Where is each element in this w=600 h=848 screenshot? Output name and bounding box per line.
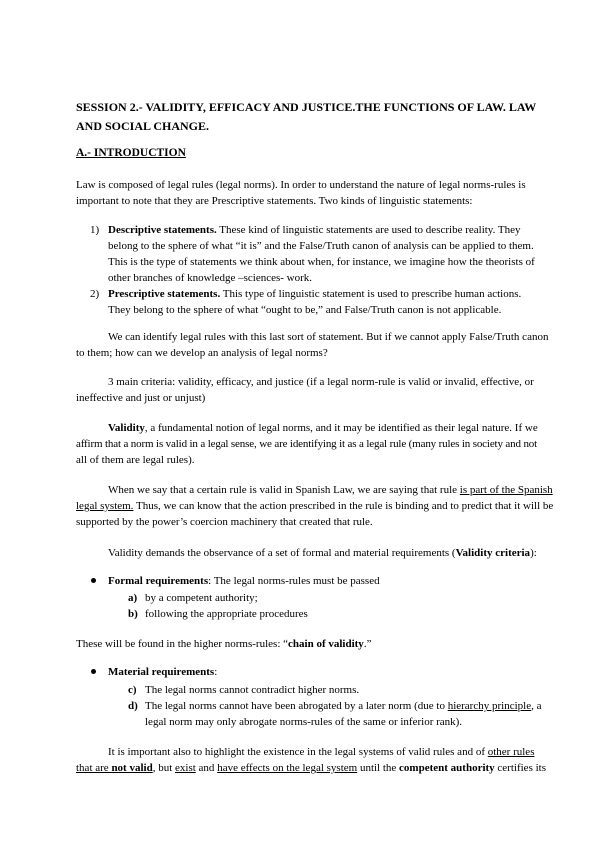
para3-line-2: ineffective and just or unjust) bbox=[76, 392, 206, 404]
formal-text: : The legal norms-rules must be passed bbox=[208, 575, 380, 587]
formal-sub-a-label: a) bbox=[128, 592, 138, 604]
para6-line bbox=[108, 545, 537, 561]
para5-line-3: supported by the power’s coercion machinery that created that rule. bbox=[76, 516, 373, 528]
last-text-b: , but bbox=[152, 762, 176, 774]
last-underline-b: that are bbox=[76, 762, 112, 774]
material-sub-d-line-1 bbox=[145, 698, 541, 714]
material-sub-d-label: d) bbox=[128, 700, 138, 712]
para5-line-1 bbox=[108, 482, 553, 498]
formal-sub-b-text: following the appropriate procedures bbox=[145, 608, 308, 620]
list-item-2-line-2: They belong to the sphere of what “ought to be,” and False/Truth canon is not applicable. bbox=[108, 304, 502, 316]
chain-of-validity-line bbox=[76, 636, 371, 652]
list-item-1-line-1 bbox=[108, 222, 521, 238]
document-title: SESSION 2.- VALIDITY, EFFICACY AND JUSTICE.THE FUNCTIONS OF LAW. LAW AND SOCIAL CHANGE. bbox=[76, 100, 537, 133]
list-item-1-line-4: other branches of knowledge –sciences- work. bbox=[108, 272, 313, 284]
para5-underline-b: legal system. bbox=[76, 500, 134, 512]
validity-criteria-term: Validity criteria bbox=[455, 547, 531, 559]
exist-term: exist bbox=[175, 762, 196, 774]
hierarchy-principle: hierarchy principle bbox=[447, 700, 532, 712]
para2-line-1: We can identify legal rules with this last sort of statement. But if we cannot apply False/Truth canon bbox=[108, 331, 549, 343]
material-sub-c-text: The legal norms cannot contradict higher norms. bbox=[145, 684, 360, 696]
para5-text-b: Thus, we can know that the action prescribed in the rule is binding and to predict that it will be bbox=[133, 500, 554, 512]
para4-line-3: all of them are legal rules). bbox=[76, 454, 195, 466]
para4-line-1 bbox=[108, 420, 538, 436]
term-prescriptive: Prescriptive statements. bbox=[108, 288, 221, 300]
term-descriptive: Descriptive statements. bbox=[108, 224, 217, 236]
formal-term: Formal requirements bbox=[108, 575, 209, 587]
chain-text-a: These will be found in the higher norms-rules: “ bbox=[76, 638, 289, 650]
last-para-line-2 bbox=[76, 760, 546, 776]
effects-term: have effects on the legal system bbox=[217, 762, 358, 774]
material-sub-c-label: c) bbox=[128, 684, 137, 696]
para2-line-2: to them; how can we develop an analysis of legal norms? bbox=[76, 347, 328, 359]
chain-text-c: .” bbox=[363, 638, 372, 650]
material-requirements-line bbox=[108, 664, 217, 680]
list-number-1: 1) bbox=[90, 224, 100, 236]
bullet-formal bbox=[91, 578, 96, 583]
intro-line-1: Law is composed of legal rules (legal norms). In order to understand the nature of legal norms-rules is bbox=[76, 179, 526, 191]
material-d-text-a: The legal norms cannot have been abrogated by a later norm (due to bbox=[145, 700, 448, 712]
last-text-e: certifies its bbox=[494, 762, 546, 774]
list-item-1-text: These kind of linguistic statements are used to describe reality. They bbox=[216, 224, 521, 236]
list-item-2-line-1 bbox=[108, 286, 521, 302]
material-term: Material requirements bbox=[108, 666, 215, 678]
list-item-1-line-2: belong to the sphere of what “it is” and the False/Truth canon of analysis can be applied to them. bbox=[108, 240, 534, 252]
last-underline-a: other rules bbox=[487, 746, 535, 758]
list-item-1-line-3: This is the type of statements we think about when, for instance, we imagine how the theorists of bbox=[108, 256, 535, 268]
para6-text-c: ): bbox=[530, 547, 537, 559]
para4-line-2: affirm that a norm is valid in a legal sense, we are identifying it as a legal rule (many rules in society and not bbox=[76, 438, 538, 450]
list-item-2-text: This type of linguistic statement is used to prescribe human actions. bbox=[220, 288, 522, 300]
competent-authority-term: competent authority bbox=[399, 762, 495, 774]
last-text-c: and bbox=[195, 762, 218, 774]
material-text: : bbox=[214, 666, 218, 678]
term-validity: Validity bbox=[108, 422, 145, 434]
para5-text-a: When we say that a certain rule is valid in Spanish Law, we are saying that rule bbox=[108, 484, 460, 496]
last-text-a: It is important also to highlight the existence in the legal systems of valid rules and of bbox=[108, 746, 488, 758]
section-heading: A.- INTRODUCTION bbox=[76, 147, 186, 159]
bullet-material bbox=[91, 669, 96, 674]
material-d-text-b: , a bbox=[531, 700, 542, 712]
para6-text-a: Validity demands the observance of a set of formal and material requirements ( bbox=[108, 547, 456, 559]
material-sub-d-line-2: legal norm may only abrogate norms-rules of the same or inferior rank). bbox=[145, 716, 463, 728]
intro-line-2: important to note that they are Prescriptive statements. Two kinds of linguistic statements: bbox=[76, 195, 473, 207]
formal-sub-b-label: b) bbox=[128, 608, 138, 620]
last-text-d: until the bbox=[357, 762, 400, 774]
not-valid-term: not valid bbox=[111, 762, 153, 774]
chain-term: chain of validity bbox=[288, 638, 364, 650]
para4-text: , a fundamental notion of legal norms, and it may be identified as their legal nature. If we bbox=[144, 422, 538, 434]
para5-underline-a: is part of the Spanish bbox=[459, 484, 553, 496]
para3-line-1: 3 main criteria: validity, efficacy, and justice (if a legal norm-rule is valid or invalid, effective, or bbox=[108, 376, 534, 388]
formal-sub-a-text: by a competent authority; bbox=[145, 592, 258, 604]
para5-line-2 bbox=[76, 498, 553, 514]
formal-requirements-line bbox=[108, 573, 380, 589]
last-para-line-1 bbox=[108, 744, 534, 760]
list-number-2: 2) bbox=[90, 288, 100, 300]
